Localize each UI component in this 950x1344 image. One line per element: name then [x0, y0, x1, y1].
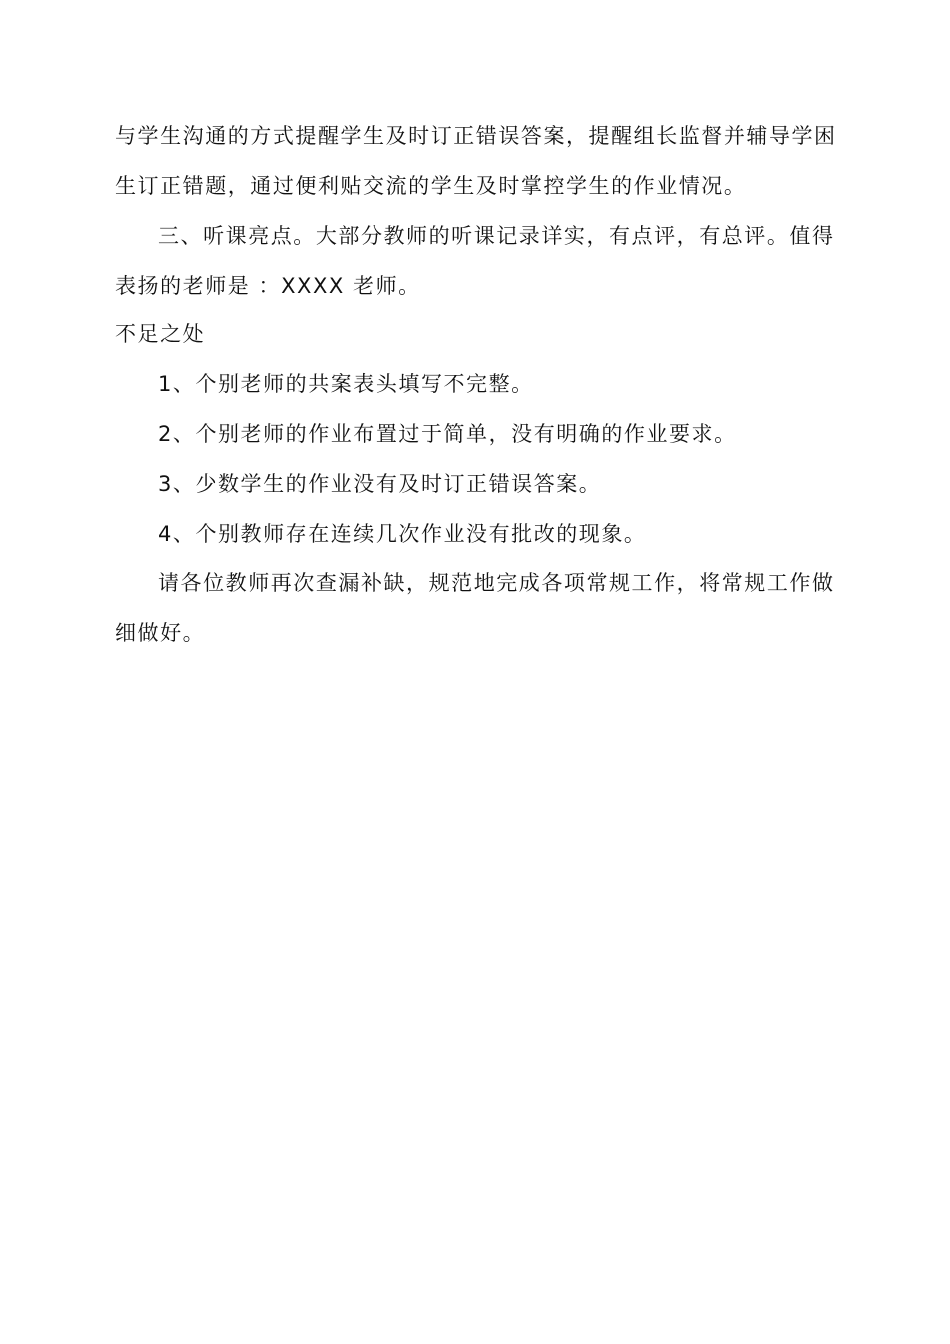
section-three-line-2: 表扬的老师是 ：XXXX 老师。 [115, 274, 421, 298]
shortcoming-item-3: 3、少数学生的作业没有及时订正错误答案。 [158, 472, 602, 496]
paragraph-continuation-line-2: 生订正错题，通过便利贴交流的学生及时掌控学生的作业情况。 [115, 174, 747, 198]
shortcoming-item-1: 1、个别老师的共案表头填写不完整。 [158, 372, 534, 396]
section-three-line-1: 三、听课亮点。大部分教师的听课记录详实，有点评，有总评。值得 [158, 224, 835, 248]
closing-line-2: 细做好。 [115, 621, 206, 645]
shortcomings-heading: 不足之处 [115, 322, 206, 346]
shortcoming-item-2: 2、个别老师的作业布置过于简单，没有明确的作业要求。 [158, 422, 737, 446]
closing-line-1: 请各位教师再次查漏补缺，规范地完成各项常规工作，将常规工作做 [158, 571, 835, 595]
paragraph-continuation-line-1: 与学生沟通的方式提醒学生及时订正错误答案，提醒组长监督并辅导学困 [115, 124, 837, 148]
shortcoming-item-4: 4、个别教师存在连续几次作业没有批改的现象。 [158, 522, 647, 546]
